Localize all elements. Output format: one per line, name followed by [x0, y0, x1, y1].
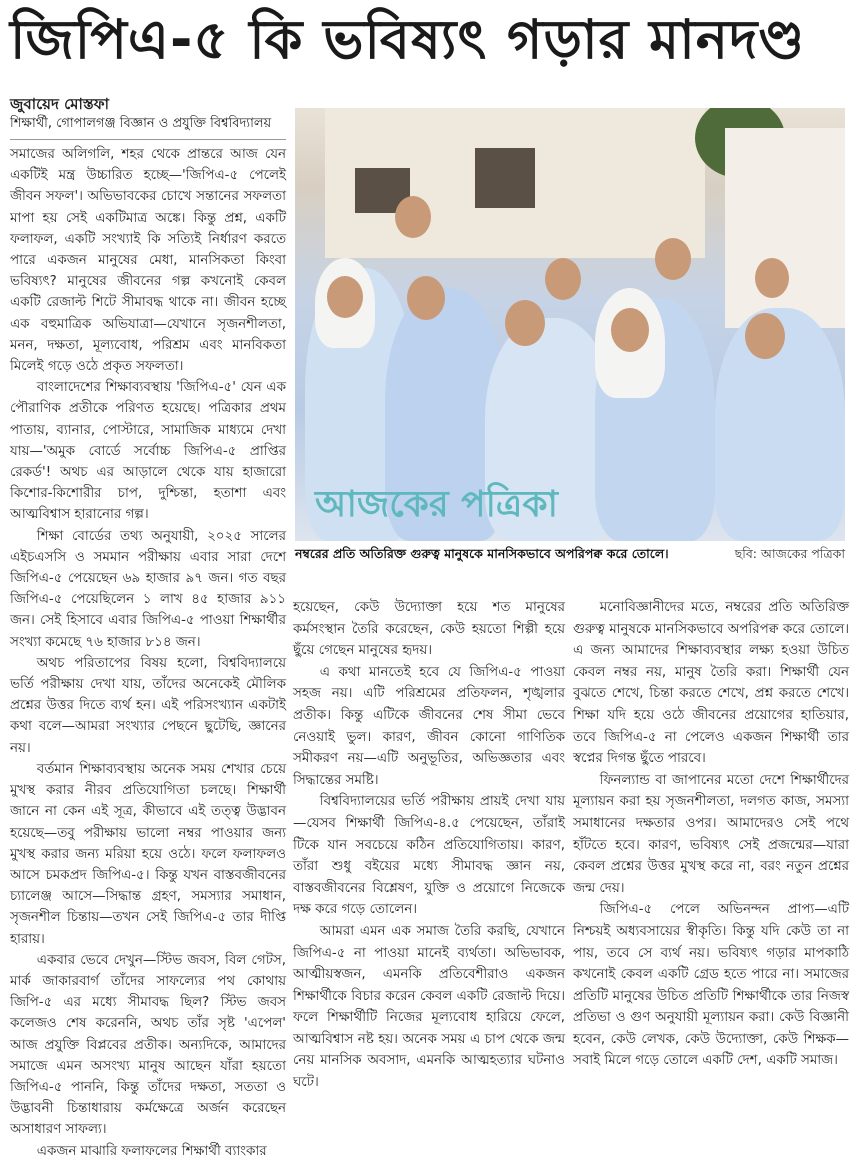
caption-text: নম্বরের প্রতি অতিরিক্ত গুরুত্ব মানুষকে মানসিকভাবে অপরিপক্ব করে তোলে।	[295, 546, 669, 561]
face	[327, 276, 363, 318]
paragraph: সমাজের অলিগলি, শহর থেকে প্রান্তরে আজ যেন একটিই মন্ত্র উচ্চারিত হচ্ছে—'জিপিএ-৫ পেলেই জীবন সফল'। অভিভাবকের চোখে সন্তানের সফলতা মাপা হয় সেই একটিমাত্র অঙ্কে। কিন্তু প্রশ্ন, একটি ফলাফল, একটি সংখ্যাই কি সত্যিই নির্ধারণ করতে পারে একজন মানুষের মেধা, মানসিকতা কিংবা ভবিষ্যৎ? মানুষের জীবনের গল্প কখনোই কেবল একটি রেজাল্ট শিটে সীমাবদ্ধ থাকে না। জীবন হচ্ছে এক বহুমাত্রিক অভিযাত্রা—যেখানে সৃজনশীলতা, মনন, দক্ষতা, মূল্যবোধ, পরিশ্রম এবং মানবিকতা মিলেই গড়ে ওঠে প্রকৃত সফলতা।	[10, 147, 286, 375]
article-photo	[295, 108, 845, 541]
paragraph: বর্তমান শিক্ষাব্যবস্থায় অনেক সময় শেখার চেয়ে মুখস্থ করার নীরব প্রতিযোগিতা চলছে। শিক্ষার্থী জানে না কেন এই সূত্র, কীভাবে এই তত্ত্ব উদ্ভাবন হয়েছে—তবু পরীক্ষায় ভালো নম্বর পাওয়ার জন্য মুখস্থ করার জন্য মরিয়া হয়ে ওঠে। ফলে ফলাফলও আসে চমকপ্রদ জিপিএ-৫। কিন্তু যখন বাস্তবজীবনের চ্যালেঞ্জ আসে—সিদ্ধান্ত গ্রহণ, সমস্যার সমাধান, সৃজনশীল চিন্তায়—তখন সেই জিপিএ-৫ তার দীপ্তি হারায়।	[10, 761, 286, 947]
building	[725, 128, 845, 328]
paragraph: একজন মাঝারি ফলাফলের শিক্ষার্থী ব্যাংকার	[36, 1143, 267, 1159]
paragraph: হয়েছেন, কেউ উদ্যোক্তা হয়ে শত মানুষের কর্মসংস্থান তৈরি করেছেন, কেউ হয়তো শিল্পী হয়ে ছুঁয়ে গেছেন মানুষের হৃদয়।	[293, 600, 565, 659]
paragraph: বাংলাদেশের শিক্ষাব্যবস্থায় 'জিপিএ-৫' যেন এক পৌরাণিক প্রতীকে পরিণত হয়েছে। পত্রিকার প্রথম পাতায়, ব্যানার, পোস্টারে, সামাজিক মাধ্যমে দেখা যায়—'অমুক বোর্ডে সর্বোচ্চ জিপিএ-৫ প্রাপ্তির রেকর্ড'! অথচ এর আড়ালে থেকে যায় হাজারো কিশোর-কিশোরীর চাপ, দুশ্চিন্তা, হতাশা এবং আত্মবিশ্বাস হারানোর গল্প।	[10, 380, 286, 523]
byline	[10, 94, 286, 133]
paragraph: জিপিএ-৫ পেলে অভিনন্দন প্রাপ্য—এটি নিশ্চয়ই অধ্যবসায়ের স্বীকৃতি। কিন্তু যদি কেউ তা না পায়, তবে সে ব্যর্থ নয়। ভবিষ্যৎ গড়ার মাপকাঠি কখনোই কেবল একটি গ্রেড হতে পারে না। সমাজের প্রতিটি মানুষের উচিত প্রতিটি শিক্ষার্থীকে তার নিজস্ব প্রতিভা ও গুণ অনুযায়ী মূল্যায়ন করা। কেউ বিজ্ঞানী হবেন, কেউ লেখক, কেউ উদ্যোক্তা, কেউ শিক্ষক—সবাই মিলে গড়ে তোলে একটি দেশ, একটি সমাজ।	[573, 902, 849, 1069]
paragraph: আমরা এমন এক সমাজ তৈরি করছি, যেখানে জিপিএ-৫ না পাওয়া মানেই ব্যর্থতা। অভিভাবক, আত্মীয়স্বজন, এমনকি প্রতিবেশীরাও একজন শিক্ষার্থীকে বিচার করেন কেবল একটি রেজাল্ট দিয়ে। ফলে শিক্ষার্থীটি নিজের মূল্যবোধ হারিয়ে ফেলে, আত্মবিশ্বাস নষ্ট হয়। অনেক সময় এ চাপ থেকে জন্ম নেয় মানসিক অবসাদ, এমনকি আত্মহত্যার ঘটনাও ঘটে।	[293, 923, 565, 1091]
author-name: জুবায়েদ মোস্তফা	[10, 95, 109, 113]
paragraph: একবার ভেবে দেখুন—স্টিভ জবস, বিল গেটস, মার্ক জাকারবার্গ তাঁদের সাফল্যের পথ কোথায় জিপি-৫ এর মধ্যে সীমাবদ্ধ ছিল? স্টিভ জবস কলেজও শেষ করেননি, অথচ তাঁর সৃষ্ট 'এপেল' আজ প্রযুক্তি বিপ্লবের প্রতীক। অন্যদিকে, আমাদের সমাজে এমন অসংখ্য মানুষ আছেন যাঁরা হয়তো জিপিএ-৫ পাননি, কিন্তু তাঁদের দক্ষতা, সততা ও উদ্ভাবনী চিন্তাধারায় কর্মক্ষেত্রে অর্জন করেছেন অসাধারণ সাফল্য।	[10, 952, 286, 1138]
photo-credit: ছবি: আজকের পত্রিকা	[734, 546, 845, 561]
face	[505, 300, 545, 346]
paragraph: অথচ পরিতাপের বিষয় হলো, বিশ্ববিদ্যালয়ে ভর্তি পরীক্ষায় দেখা যায়, তাঁদের অনেকেই মৌলিক প্রশ্নের উত্তর দিতে ব্যর্থ হন। এই পরিসংখ্যান একটাই কথা বলে—আমরা সংখ্যার পেছনে ছুটেছি, জ্ঞানের নয়।	[10, 655, 286, 756]
paragraph: এ কথা মানতেই হবে যে জিপিএ-৫ পাওয়া সহজ নয়। এটি পরিশ্রমের প্রতিফলন, শৃঙ্খলার প্রতীক। কিন্তু এটিকে জীবনের শেষ সীমা ভেবে নেওয়াই ভুল। কারণ, জীবন কোনো গাণিতিক সমীকরণ নয়—এটি অনুভূতির, অভিজ্ঞতার এবং সিদ্ধান্তের সমষ্টি।	[293, 664, 565, 788]
article-column-2	[293, 597, 565, 1094]
face	[755, 258, 789, 298]
article-column-1	[10, 144, 286, 1162]
face	[745, 313, 785, 359]
face	[407, 276, 445, 320]
window	[475, 148, 535, 208]
face	[395, 196, 431, 238]
paragraph: ফিনল্যান্ড বা জাপানের মতো দেশে শিক্ষার্থীদের মূল্যায়ন করা হয় সৃজনশীলতা, দলগত কাজ, সমস্যা সমাধানের দক্ষতার ওপর। আমাদেরও সেই পথে হাঁটতে হবে। কারণ, ভবিষ্যৎ সেই প্রজন্মের—যারা কেবল প্রশ্নের উত্তর মুখস্থ করে না, বরং নতুন প্রশ্নের জন্ম দেয়।	[573, 772, 849, 896]
byline-divider	[10, 139, 286, 140]
paragraph: মনোবিজ্ঞানীদের মতে, নম্বরের প্রতি অতিরিক্ত গুরুত্ব মানুষকে মানসিকভাবে অপরিপক্ব করে তোলে। এ জন্য আমাদের শিক্ষাব্যবস্থার লক্ষ্য হওয়া উচিত কেবল নম্বর নয়, মানুষ তৈরি করা। শিক্ষার্থী যেন বুঝতে শেখে, চিন্তা করতে শেখে, প্রশ্ন করতে শেখে। শিক্ষা যদি হয়ে ওঠে জীবনের প্রয়োগের হাতিয়ার, তবে জিপিএ-৫ না পেলেও একজন শিক্ষার্থী তার স্বপ্নের দিগন্ত ছুঁতে পারবে।	[573, 600, 849, 767]
face	[611, 308, 649, 352]
headline: জিপিএ-৫ কি ভবিষ্যৎ গড়ার মানদণ্ড	[10, 8, 806, 71]
watermark: আজকের পত্রিকা	[315, 484, 558, 525]
author-affiliation: শিক্ষার্থী, গোপালগঞ্জ বিজ্ঞান ও প্রযুক্তি বিশ্ববিদ্যালয়	[10, 116, 272, 131]
article-column-3	[573, 597, 849, 1072]
left-column	[10, 94, 286, 1162]
face	[545, 258, 581, 300]
face	[655, 238, 691, 280]
paragraph: বিশ্ববিদ্যালয়ের ভর্তি পরীক্ষায় প্রায়ই দেখা যায়—যেসব শিক্ষার্থী জিপিএ-৪.৫ পেয়েছেন, তাঁরাই টিকে যান সবচেয়ে কঠিন প্রতিযোগিতায়। কারণ, তাঁরা শুধু বইয়ের মধ্যে সীমাবদ্ধ জ্ঞান নয়, বাস্তবজীবনের বিশ্লেষণ, যুক্তি ও প্রয়োগে নিজেকে দক্ষ করে গড়ে তোলেন।	[293, 794, 565, 918]
photo-caption	[295, 545, 845, 563]
paragraph: শিক্ষা বোর্ডের তথ্য অনুযায়ী, ২০২৫ সালের এইচএসসি ও সমমান পরীক্ষায় এবার সারা দেশে জিপিএ-৫ পেয়েছেন ৬৯ হাজার ৯৭ জন। গত বছর জিপিএ-৫ পেয়েছিলেন ১ লাখ ৪৫ হাজার ৯১১ জন। সেই হিসাবে এবার জিপিএ-৫ পাওয়া শিক্ষার্থীর সংখ্যা কমেছে ৭৬ হাজার ৮১৪ জন।	[10, 528, 286, 650]
